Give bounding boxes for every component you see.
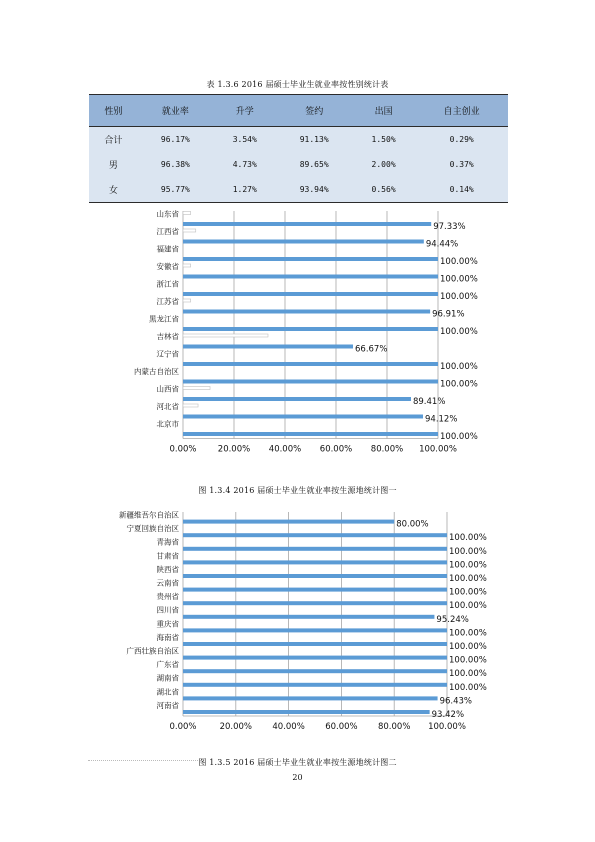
- secondary-bar: [183, 404, 198, 407]
- bar: [183, 683, 447, 687]
- table-cell: 0.29%: [415, 127, 508, 153]
- category-label: 吉林省: [156, 332, 179, 341]
- bar: [183, 547, 447, 551]
- table-cell: 96.17%: [138, 127, 213, 153]
- x-tick-label: 80.00%: [370, 444, 404, 455]
- secondary-bar: [183, 387, 210, 390]
- bar: [183, 588, 447, 592]
- category-label: 山东省: [156, 209, 179, 219]
- bar: [183, 432, 438, 436]
- category-label: 宁夏回族自治区: [126, 524, 179, 534]
- data-label: 100.00%: [449, 587, 487, 598]
- data-label: 94.44%: [425, 239, 459, 250]
- table-cell: 93.94%: [277, 177, 352, 203]
- category-label: 福建省: [156, 244, 179, 254]
- bar: [183, 520, 394, 524]
- header-contract: 签约: [277, 95, 352, 127]
- table-cell: 0.56%: [352, 177, 416, 203]
- category-label: 北京市: [156, 419, 179, 429]
- category-label: 河南省: [156, 700, 179, 710]
- table-row: [89, 152, 508, 177]
- table-cell: 4.73%: [213, 152, 277, 177]
- x-tick-label: 0.00%: [169, 722, 197, 732]
- bar: [183, 601, 447, 605]
- category-label: 江西省: [156, 227, 179, 236]
- data-label: 100.00%: [449, 642, 487, 652]
- bar: [183, 574, 447, 578]
- category-label: 广西壮族自治区: [126, 646, 179, 656]
- category-label: 内蒙古自治区: [134, 367, 179, 376]
- secondary-bar: [183, 299, 191, 302]
- data-label: 100.00%: [449, 655, 487, 666]
- category-label: 湖北省: [156, 687, 179, 697]
- data-label: 94.12%: [425, 414, 458, 425]
- category-label: 江苏省: [156, 297, 179, 306]
- category-label: 山西省: [156, 384, 179, 394]
- bar: [183, 696, 438, 700]
- bar: [183, 240, 424, 244]
- x-tick-label: 20.00%: [219, 722, 253, 732]
- data-label: 100.00%: [440, 362, 478, 372]
- data-label: 100.00%: [440, 432, 478, 442]
- category-label: 云南省: [156, 578, 179, 588]
- table-cell: 合计: [89, 127, 138, 153]
- bar: [183, 257, 438, 261]
- x-tick-label: 100.00%: [428, 722, 466, 732]
- category-label: 贵州省: [156, 592, 179, 602]
- table-cell: 95.77%: [138, 177, 213, 203]
- category-label: 黑龙江省: [149, 314, 179, 324]
- bar: [183, 380, 438, 384]
- x-tick-label: 40.00%: [272, 722, 305, 732]
- bar: [183, 615, 434, 619]
- data-label: 100.00%: [440, 327, 478, 337]
- bar: [183, 345, 353, 349]
- bar: [183, 415, 423, 419]
- header-gender: 性别: [89, 95, 138, 127]
- table-cell: 1.50%: [352, 127, 416, 153]
- category-label: 河北省: [156, 402, 179, 411]
- bar: [183, 327, 438, 331]
- bar: [183, 533, 447, 537]
- category-label: 浙江省: [156, 279, 179, 289]
- bar: [183, 628, 447, 632]
- table-cell: 0.37%: [415, 152, 508, 177]
- data-label: 100.00%: [449, 560, 487, 571]
- data-label: 100.00%: [449, 601, 487, 612]
- data-label: 100.00%: [440, 379, 478, 390]
- origin-chart-1: [0, 205, 595, 467]
- data-label: 93.42%: [431, 710, 465, 720]
- bar: [183, 275, 438, 279]
- figure-caption-1: 图 1.3.4 2016 届硕士毕业生就业率按生源地统计图一: [198, 486, 397, 495]
- table-cell: 0.14%: [415, 177, 508, 203]
- bar: [183, 310, 430, 314]
- data-label: 97.33%: [433, 222, 466, 232]
- header-self-employed: 自主创业: [415, 95, 508, 127]
- category-label: 海南省: [156, 632, 179, 642]
- category-label: 重庆省: [156, 619, 179, 629]
- category-label: 广东省: [156, 660, 179, 670]
- table-cell: 91.13%: [277, 127, 352, 153]
- data-label: 96.91%: [432, 309, 465, 320]
- data-label: 100.00%: [449, 546, 487, 557]
- bar: [183, 292, 438, 296]
- category-label: 辽宁省: [156, 349, 179, 359]
- secondary-bar: [183, 229, 196, 232]
- data-label: 80.00%: [396, 519, 429, 530]
- bar: [183, 222, 431, 226]
- origin-chart-2: [0, 508, 595, 746]
- data-label: 100.00%: [449, 669, 487, 680]
- table-cell: 96.38%: [138, 152, 213, 177]
- figure-caption-2: 图 1.3.5 2016 届硕士毕业生就业率按生源地统计图二: [198, 758, 397, 767]
- data-label: 100.00%: [449, 533, 487, 544]
- table-header-row: [89, 95, 508, 127]
- data-label: 100.00%: [440, 257, 478, 267]
- secondary-bar: [183, 334, 268, 337]
- table-cell: 男: [89, 152, 138, 177]
- bar: [183, 560, 447, 564]
- data-label: 100.00%: [440, 292, 478, 302]
- page-number: 20: [292, 773, 303, 782]
- gender-stats-table: [89, 94, 508, 203]
- header-further-study: 升学: [213, 95, 277, 127]
- data-label: 66.67%: [355, 344, 388, 355]
- secondary-bar: [183, 212, 191, 215]
- category-label: 湖南省: [156, 673, 179, 683]
- x-tick-label: 60.00%: [325, 722, 358, 732]
- table-row: [89, 177, 508, 203]
- header-employment-rate: 就业率: [138, 95, 213, 127]
- category-label: 新疆维吾尔自治区: [119, 510, 179, 520]
- bar: [183, 669, 447, 673]
- table-row: [89, 127, 508, 153]
- header-abroad: 出国: [352, 95, 416, 127]
- x-tick-label: 100.00%: [419, 444, 457, 455]
- x-tick-label: 0.00%: [169, 444, 197, 455]
- x-tick-label: 60.00%: [319, 444, 353, 455]
- category-label: 青海省: [156, 537, 179, 547]
- table-cell: 1.27%: [213, 177, 277, 203]
- data-label: 95.24%: [436, 614, 469, 625]
- x-tick-label: 40.00%: [268, 444, 302, 455]
- data-label: 89.41%: [412, 397, 446, 407]
- data-label: 96.43%: [439, 696, 472, 707]
- bar: [183, 362, 438, 366]
- bar: [183, 656, 447, 660]
- category-label: 甘肃省: [156, 551, 179, 561]
- table-cell: 2.00%: [352, 152, 416, 177]
- data-label: 100.00%: [449, 682, 487, 693]
- category-label: 陕西省: [156, 564, 179, 574]
- table-cell: 女: [89, 177, 138, 203]
- x-tick-label: 80.00%: [377, 722, 411, 732]
- table-cell: 89.65%: [277, 152, 352, 177]
- bar: [183, 710, 430, 714]
- x-tick-label: 20.00%: [217, 444, 251, 455]
- secondary-bar: [183, 264, 191, 267]
- data-label: 100.00%: [440, 274, 478, 285]
- data-label: 100.00%: [449, 574, 487, 584]
- category-label: 安徽省: [156, 262, 179, 271]
- category-label: 四川省: [156, 605, 179, 615]
- bar: [183, 642, 447, 646]
- data-label: 100.00%: [449, 628, 487, 639]
- bar: [183, 397, 411, 401]
- table-cell: 3.54%: [213, 127, 277, 153]
- table-caption: 表 1.3.6 2016 届硕士毕业生就业率按性别统计表: [206, 80, 389, 89]
